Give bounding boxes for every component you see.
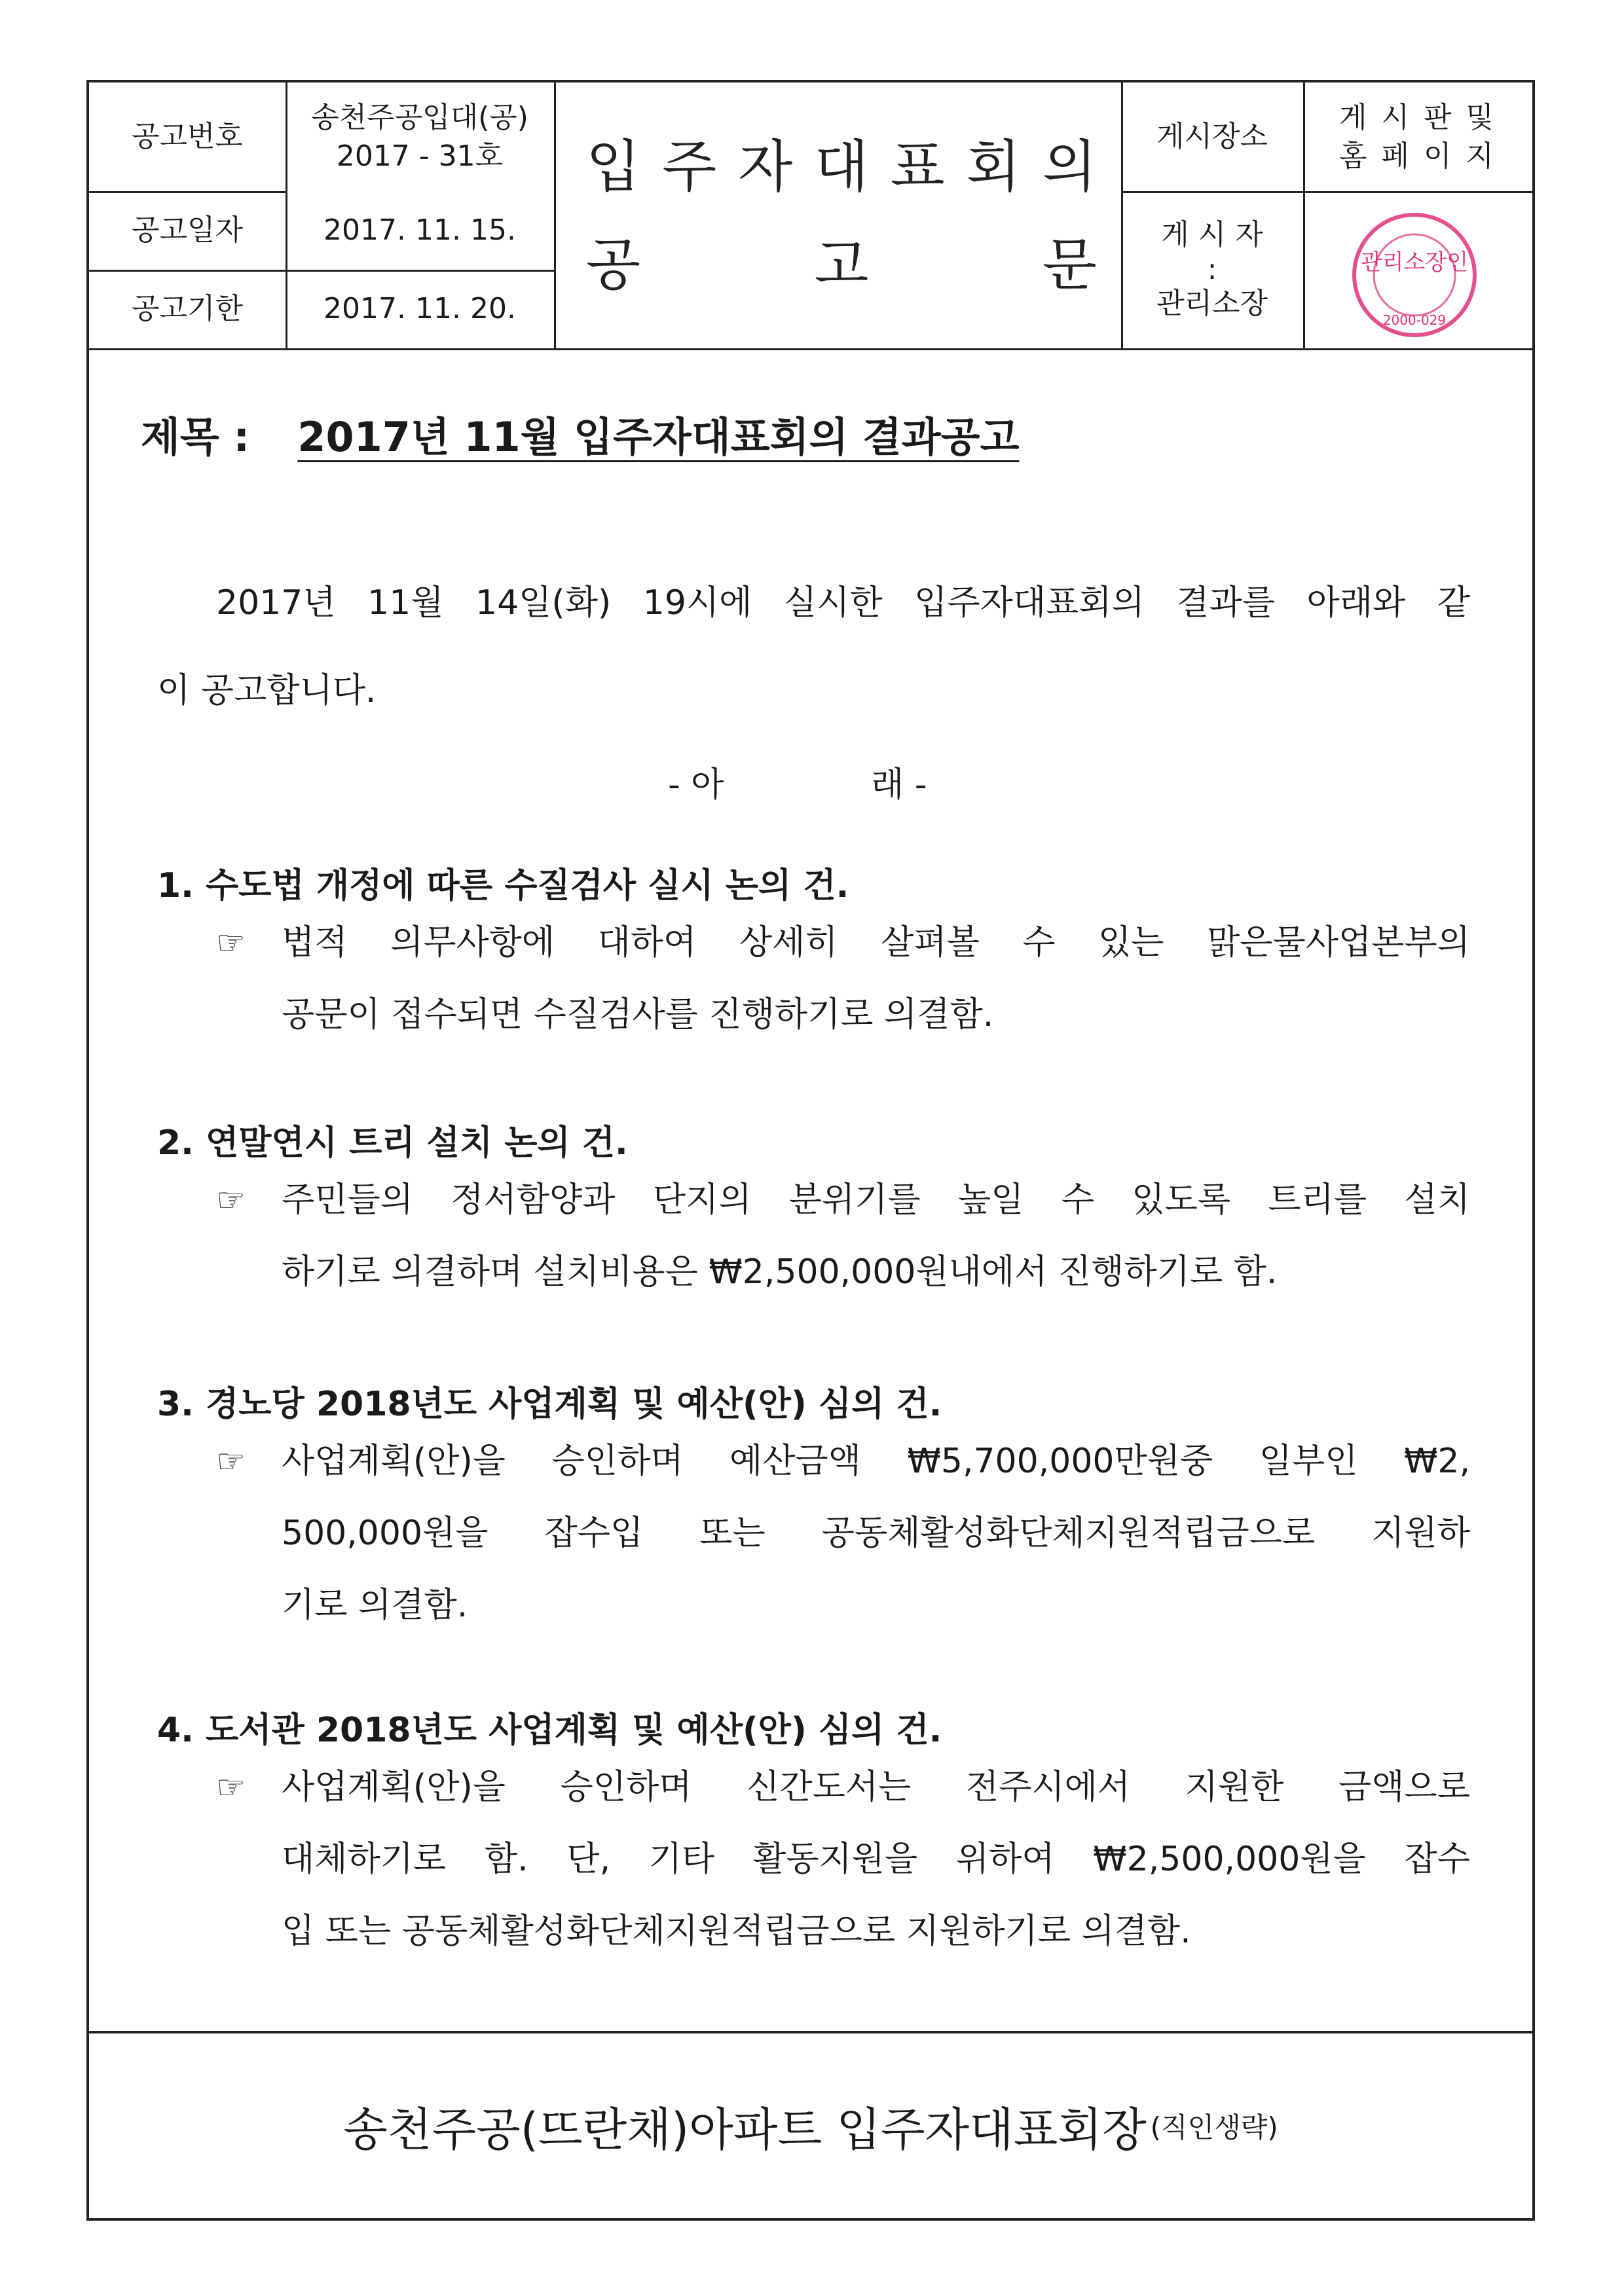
word: 위하여 (955, 1840, 1055, 1879)
title-char: 고 (814, 232, 869, 298)
word: 주민들의 (282, 1180, 413, 1220)
intro-word: 19시에 (642, 583, 752, 623)
agenda-item-line (282, 1164, 1470, 1236)
intro-word: 아래와 (1306, 583, 1406, 623)
agenda-item-title: 2. 연말연시 트리 설치 논의 건. (157, 1123, 628, 1163)
intro-word: 같 (1437, 583, 1470, 623)
agenda-item-line: 공문이 접수되면 수질검사를 진행하기로 의결함. (282, 995, 994, 1034)
document-title-line1 (586, 134, 1097, 200)
word: 분위기를 (788, 1180, 921, 1220)
word: 신간도서는 (747, 1768, 912, 1807)
notice-number-line: 송천주공입대(공) (311, 100, 528, 134)
title-char: 자 (738, 134, 793, 200)
word: 단, (566, 1840, 611, 1879)
word: 수 (1061, 1180, 1095, 1220)
agenda-item-body (216, 1164, 1470, 1308)
section-marker-right: 래 - (871, 765, 927, 805)
word: 상세히 (739, 923, 838, 962)
word: 500,000원을 (282, 1514, 489, 1553)
agenda-item-line: 하기로 의결하며 설치비용은 ₩2,500,000원내에서 진행하기로 함. (282, 1252, 1278, 1292)
notice-number-label: 공고번호 (131, 120, 243, 154)
word: 일부인 (1259, 1442, 1358, 1481)
notice-date-label: 공고일자 (131, 213, 243, 247)
footer-signatory: 송천주공(뜨란채)아파트 입주자대표회장 (343, 2102, 1147, 2157)
word: 트리를 (1268, 1180, 1367, 1220)
agenda-item-body (216, 1751, 1470, 1967)
header-divider (554, 82, 556, 348)
posting-place-line: 게 시 판 및 (1339, 100, 1496, 134)
agenda-item-line (282, 1751, 1470, 1823)
agenda-item-body (216, 907, 1470, 1051)
header-bottom-border (89, 348, 1532, 350)
pointing-hand-icon: ☞ (216, 1181, 246, 1219)
title-char: 주 (662, 134, 717, 200)
stamp-text: 관리소장인 (1360, 249, 1469, 276)
agenda-item-body (216, 1425, 1470, 1641)
word: 사업계획(안)을 (282, 1768, 506, 1807)
title-char: 공 (586, 232, 641, 298)
word: 기타 (648, 1840, 715, 1879)
word: ₩2,500,000원을 (1093, 1840, 1366, 1879)
agenda-item-title: 1. 수도법 개정에 따른 수질검사 실시 논의 건. (157, 866, 849, 905)
section-marker-left: - 아 (668, 765, 724, 805)
title-char: 문 (1042, 232, 1097, 298)
pointing-hand-icon: ☞ (216, 1442, 246, 1480)
agenda-item-title: 3. 경노당 2018년도 사업계획 및 예산(안) 심의 건. (157, 1385, 942, 1424)
subject-label: 제목 : (141, 413, 250, 461)
word: 잡수 (1404, 1840, 1470, 1879)
pointing-hand-icon: ☞ (216, 924, 246, 962)
footer-seal-note: (직인생략) (1150, 2111, 1278, 2143)
intro-line1 (216, 575, 1470, 624)
agenda-item-line: 입 또는 공동체활성화단체지원적립금으로 지원하기로 의결함. (282, 1912, 1191, 1951)
agenda-item-line (282, 1425, 1470, 1497)
word: 함. (484, 1840, 528, 1879)
word: 전주시에서 (965, 1768, 1131, 1807)
intro-line2: 이 공고합니다. (157, 671, 377, 710)
stamp-number: 2000-029 (1382, 312, 1447, 328)
word: 법적 (282, 923, 348, 962)
word: 사업계획(안)을 (282, 1442, 506, 1481)
title-char: 표 (890, 134, 945, 200)
notice-date-value: 2017. 11. 15. (323, 213, 516, 247)
word: 지원하 (1371, 1514, 1470, 1553)
poster-label (1121, 191, 1303, 348)
document-title-line2 (586, 232, 1097, 298)
posting-place-label: 게시장소 (1156, 120, 1268, 154)
intro-word: 14일(화) (475, 583, 612, 623)
agenda-item-title: 4. 도서관 2018년도 사업계획 및 예산(안) 심의 건. (157, 1711, 942, 1750)
word: 잡수입 (544, 1514, 644, 1553)
poster-label-line: 관리소장 (1156, 287, 1268, 321)
subject-line (141, 405, 1020, 463)
agenda-item-line (282, 907, 1470, 979)
word: 있도록 (1132, 1180, 1231, 1220)
poster-label-colon: : (1207, 252, 1217, 286)
word: 예산금액 (729, 1442, 861, 1481)
pointing-hand-icon: ☞ (216, 1768, 246, 1806)
agenda-item-line: 기로 의결함. (282, 1586, 468, 1625)
word: 공동체활성화단체지원적립금으로 (821, 1514, 1316, 1553)
notice-number-line: 2017 - 31호 (336, 139, 504, 173)
intro-word: 입주자대표회의 (914, 583, 1145, 623)
word: 활동지원을 (752, 1840, 918, 1879)
word: 대하여 (597, 923, 697, 962)
word: 높일 (958, 1180, 1024, 1220)
word: 살펴볼 (881, 923, 980, 962)
title-char: 입 (586, 134, 641, 200)
posting-place-value (1303, 82, 1532, 191)
word: 승인하며 (551, 1442, 684, 1481)
intro-word: 11월 (367, 583, 444, 623)
word: 지원한 (1185, 1768, 1284, 1807)
intro-word: 2017년 (216, 583, 336, 623)
title-char: 회 (966, 134, 1021, 200)
notice-number-value (286, 82, 554, 191)
word: 수 (1022, 923, 1056, 962)
word: ₩2, (1403, 1442, 1470, 1481)
posting-place-line: 홈 페 이 지 (1339, 139, 1496, 173)
official-seal-stamp (1349, 210, 1480, 340)
word: 또는 (699, 1514, 766, 1553)
word: ₩5,700,000만원중 (907, 1442, 1213, 1481)
word: 맑은물사업본부의 (1207, 923, 1470, 962)
word: 금액으로 (1338, 1768, 1470, 1807)
notice-deadline-label: 공고기한 (131, 292, 243, 326)
word: 의무사항에 (390, 923, 555, 962)
agenda-item-line (282, 1497, 1470, 1569)
title-char: 의 (1042, 134, 1097, 200)
agenda-item-line (282, 1823, 1470, 1895)
poster-label-line: 게 시 자 (1161, 217, 1263, 251)
intro-word: 결과를 (1176, 583, 1275, 623)
intro-word: 실시한 (783, 583, 883, 623)
title-char: 대 (814, 134, 869, 200)
footer-signature (89, 2033, 1532, 2218)
word: 있는 (1098, 923, 1164, 962)
notice-deadline-value: 2017. 11. 20. (323, 292, 516, 326)
subject-text: 2017년 11월 입주자대표회의 결과공고 (297, 413, 1020, 461)
word: 설치 (1404, 1180, 1470, 1220)
word: 승인하며 (560, 1768, 692, 1807)
word: 정서함양과 (451, 1180, 616, 1220)
word: 대체하기로 (282, 1840, 447, 1879)
word: 단지의 (652, 1180, 752, 1220)
